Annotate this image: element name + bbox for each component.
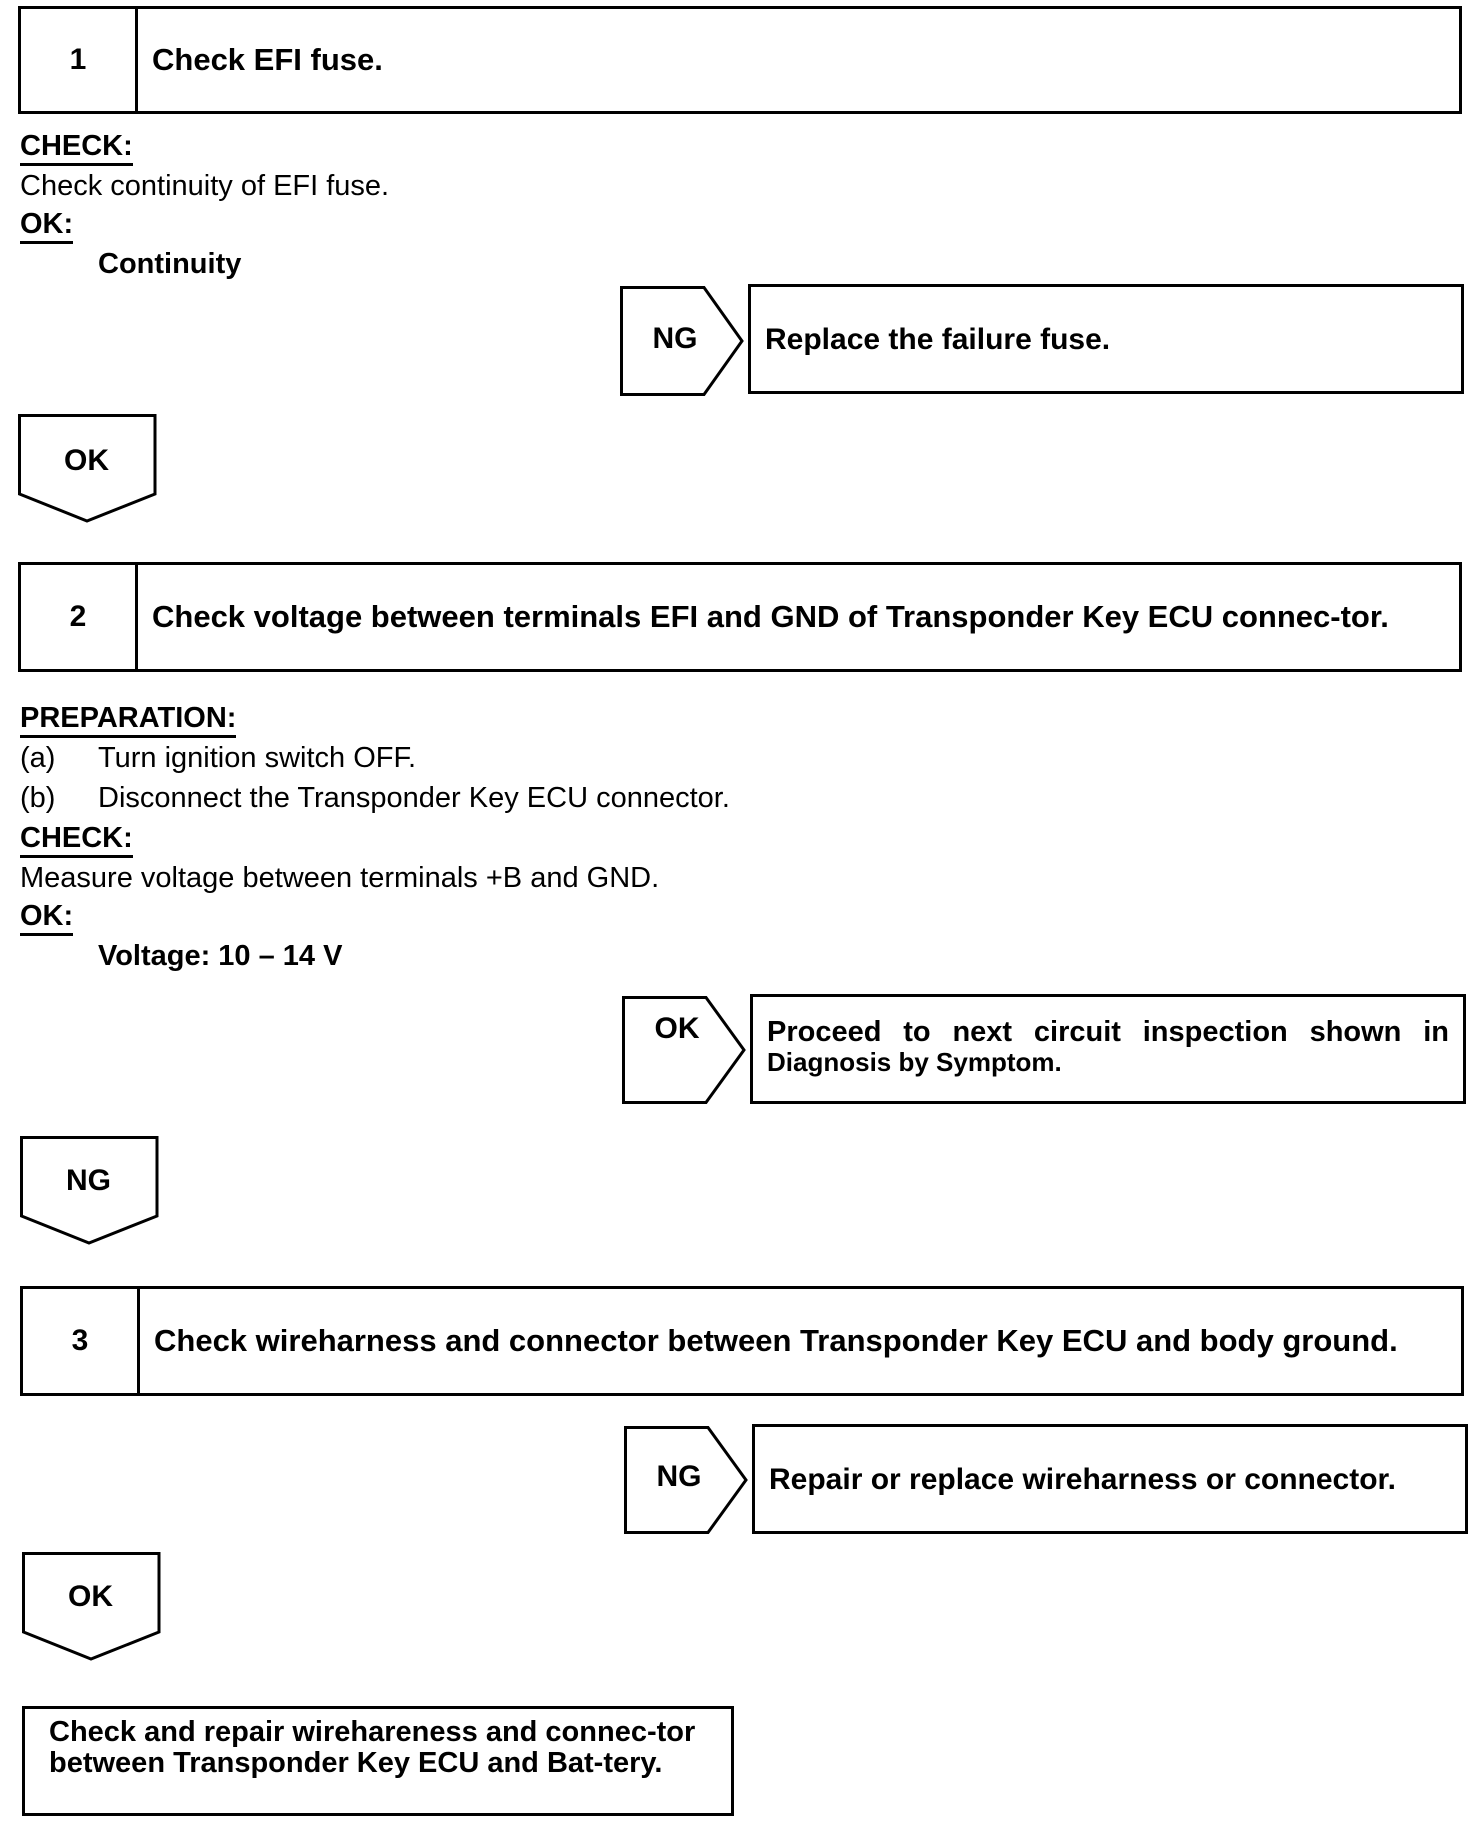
ng-result: Repair or replace wireharness or connector. <box>752 1424 1468 1534</box>
ok-down-arrow <box>22 1552 162 1662</box>
arrow-label: NG <box>66 1164 111 1197</box>
step-title: Check voltage between terminals EFI and GND of Transponder Key ECU connec-tor. <box>152 599 1389 634</box>
ng-result: Replace the failure fuse. <box>748 284 1464 394</box>
step-2-header <box>18 562 1462 672</box>
ok-value: Continuity <box>98 248 242 280</box>
step-number: 3 <box>23 1289 140 1393</box>
arrow-label: OK <box>64 444 109 477</box>
ok-label: OK: <box>20 208 73 241</box>
ng-arrow <box>620 286 744 396</box>
check-label: CHECK: <box>20 822 133 855</box>
arrow-label: NG <box>656 1460 702 1493</box>
ok-value: Voltage: 10 – 14 V <box>98 940 343 972</box>
step-number: 1 <box>21 9 138 111</box>
prep-item: (a) Turn ignition switch OFF. <box>20 742 417 774</box>
step-3-header <box>20 1286 1464 1396</box>
check-text: Measure voltage between terminals +B and GND. <box>20 862 660 894</box>
ng-arrow <box>624 1426 748 1534</box>
step-title: Check wireharness and connector between Transponder Key ECU and body ground. <box>154 1323 1398 1358</box>
check-label: CHECK: <box>20 130 133 163</box>
check-text: Check continuity of EFI fuse. <box>20 170 390 202</box>
preparation-label: PREPARATION: <box>20 702 236 735</box>
step-number: 2 <box>21 565 138 669</box>
ok-arrow <box>622 996 746 1104</box>
ok-result <box>750 994 1466 1104</box>
ok-result-line: Proceed to next circuit inspection shown in <box>767 1016 1449 1048</box>
arrow-label: OK <box>654 1012 700 1045</box>
arrow-label: NG <box>652 322 698 355</box>
final-action-box: Check and repair wirehareness and connec-tor between Transponder Key ECU and Bat-tery. <box>22 1706 734 1816</box>
arrow-label: OK <box>68 1580 113 1613</box>
step-1-header <box>18 6 1462 114</box>
step-title: Check EFI fuse. <box>152 42 383 77</box>
ok-down-arrow <box>18 414 158 524</box>
ok-label: OK: <box>20 900 73 933</box>
ok-result-line: Diagnosis by Symptom. <box>767 1047 1062 1077</box>
ng-down-arrow <box>20 1136 160 1246</box>
prep-item: (b) Disconnect the Transponder Key ECU connector. <box>20 782 730 814</box>
